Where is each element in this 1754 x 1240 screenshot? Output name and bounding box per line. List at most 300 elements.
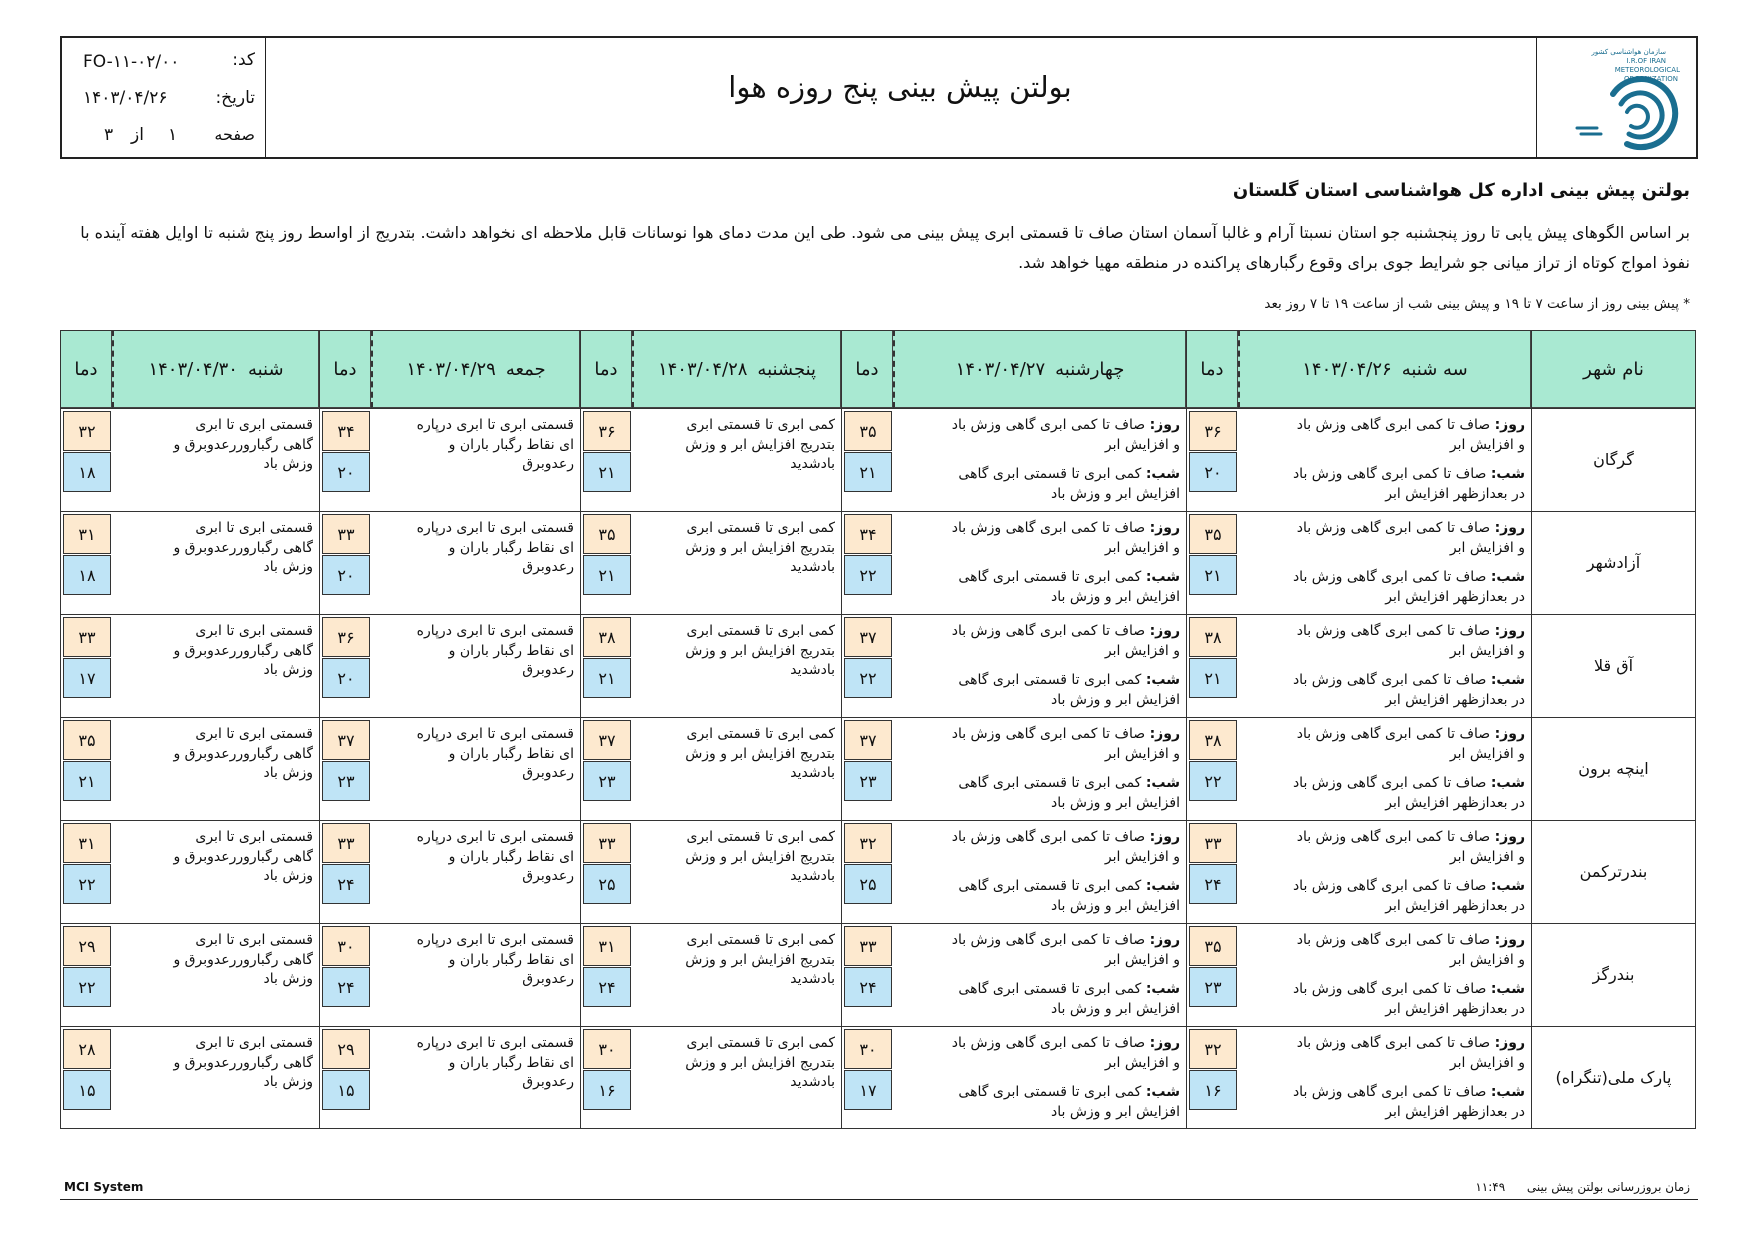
forecast-line: بتدریج افزایش ابر و وزش xyxy=(685,436,835,453)
column-divider xyxy=(580,330,581,1129)
forecast-line: وزش باد xyxy=(263,456,313,472)
max-temperature: ۳۳ xyxy=(63,617,111,657)
min-temperature: ۲۱ xyxy=(1189,555,1237,595)
period-label: شب: xyxy=(1490,775,1525,791)
max-temperature: ۳۷ xyxy=(844,617,892,657)
forecast-text xyxy=(118,725,313,786)
forecast-line: قسمتی ابری تا ابری xyxy=(195,932,313,948)
forecast-line: در بعدازظهر افزایش ابر xyxy=(1385,794,1525,811)
period-label: روز: xyxy=(1149,623,1180,639)
forecast-line: صاف تا کمی ابری گاهی وزش باد xyxy=(951,417,1146,433)
forecast-line: ای نقاط رگبار باران و xyxy=(448,951,574,968)
forecast-line: بتدریج افزایش ابر و وزش xyxy=(685,1054,835,1071)
row-divider xyxy=(60,923,1696,924)
forecast-line: صاف تا کمی ابری گاهی وزش باد xyxy=(1292,1084,1487,1100)
day-forecast xyxy=(899,1034,1180,1075)
forecast-text xyxy=(377,725,574,786)
min-temperature: ۲۴ xyxy=(322,864,370,904)
forecast-line: در بعدازظهر افزایش ابر xyxy=(1385,1103,1525,1120)
forecast-line: رعدوبرق xyxy=(522,1074,574,1090)
min-temperature: ۲۰ xyxy=(322,452,370,492)
max-temperature: ۳۲ xyxy=(63,411,111,451)
forecast-line: قسمتی ابری تا ابری درپاره xyxy=(416,726,574,742)
forecast-line: گاهی رگباروررعدوبرق و xyxy=(173,745,313,762)
forecast-line: قسمتی ابری تا ابری درپاره xyxy=(416,1035,574,1051)
forecast-line: ای نقاط رگبار باران و xyxy=(448,539,574,556)
forecast-line: وزش باد xyxy=(263,765,313,781)
forecast-line: کمی ابری تا قسمتی ابری xyxy=(686,623,835,639)
period-label: روز: xyxy=(1149,1035,1180,1051)
period-label: روز: xyxy=(1149,726,1180,742)
forecast-text xyxy=(377,1034,574,1095)
max-temperature: ۳۸ xyxy=(1189,617,1237,657)
day-forecast xyxy=(1244,1034,1525,1075)
max-temperature: ۳۰ xyxy=(322,926,370,966)
forecast-line: در بعدازظهر افزایش ابر xyxy=(1385,1000,1525,1017)
forecast-text xyxy=(638,828,835,889)
forecast-line: صاف تا کمی ابری گاهی وزش باد xyxy=(1292,981,1487,997)
min-temperature: ۲۰ xyxy=(1189,452,1237,492)
forecast-line: کمی ابری تا قسمتی ابری گاهی xyxy=(958,775,1142,791)
day-forecast xyxy=(899,828,1180,869)
day-forecast xyxy=(1244,416,1525,457)
forecast-line: افزایش ابر و وزش باد xyxy=(1050,1000,1180,1017)
max-temperature: ۳۰ xyxy=(844,1029,892,1069)
forecast-line: رعدوبرق xyxy=(522,868,574,884)
temperature-header: دما xyxy=(1186,330,1238,408)
period-label: شب: xyxy=(1490,569,1525,585)
night-forecast xyxy=(899,671,1180,712)
city-header: نام شهر xyxy=(1531,330,1696,408)
period-label: شب: xyxy=(1145,466,1180,482)
row-divider xyxy=(60,614,1696,615)
max-temperature: ۳۳ xyxy=(322,514,370,554)
forecast-line: کمی ابری تا قسمتی ابری xyxy=(686,1035,835,1051)
forecast-line: قسمتی ابری تا ابری xyxy=(195,623,313,639)
min-temperature: ۲۱ xyxy=(1189,658,1237,698)
city-name: بندرترکمن xyxy=(1579,862,1648,881)
period-label: شب: xyxy=(1490,672,1525,688)
night-forecast xyxy=(1244,774,1525,815)
forecast-line: افزایش ابر و وزش باد xyxy=(1050,794,1180,811)
night-forecast xyxy=(899,465,1180,506)
forecast-line: صاف تا کمی ابری گاهی وزش باد xyxy=(951,932,1146,948)
forecast-line: قسمتی ابری تا ابری xyxy=(195,726,313,742)
organization-name: سازمان هواشناسی کشور I.R.OF IRAN METEOROLOGICAL ORGANIZATION xyxy=(1591,48,1680,83)
day-date: ۱۴۰۳/۰۴/۲۸ xyxy=(657,358,748,380)
forecast-line: کمی ابری تا قسمتی ابری گاهی xyxy=(958,878,1142,894)
forecast-line: کمی ابری تا قسمتی ابری گاهی xyxy=(958,981,1142,997)
forecast-line: کمی ابری تا قسمتی ابری xyxy=(686,520,835,536)
day-name: شنبه xyxy=(247,358,284,380)
forecast-text xyxy=(118,519,313,580)
max-temperature: ۳۵ xyxy=(1189,926,1237,966)
column-divider xyxy=(1186,330,1187,1129)
city-name: آق قلا xyxy=(1593,656,1634,675)
min-temperature: ۱۷ xyxy=(844,1070,892,1110)
period-label: روز: xyxy=(1149,520,1180,536)
forecast-line: وزش باد xyxy=(263,868,313,884)
day-name: جمعه xyxy=(505,358,546,380)
forecast-line: بادشدید xyxy=(790,559,835,575)
period-label: شب: xyxy=(1145,981,1180,997)
forecast-line: ای نقاط رگبار باران و xyxy=(448,642,574,659)
date-label: تاریخ: xyxy=(215,88,255,108)
city-name: گرگان xyxy=(1593,450,1634,469)
period-label: شب: xyxy=(1145,1084,1180,1100)
day-forecast xyxy=(1244,725,1525,766)
forecast-line: گاهی رگباروررعدوبرق و xyxy=(173,951,313,968)
max-temperature: ۳۰ xyxy=(583,1029,631,1069)
forecast-line: کمی ابری تا قسمتی ابری گاهی xyxy=(958,672,1142,688)
min-temperature: ۲۵ xyxy=(583,864,631,904)
forecast-text xyxy=(638,416,835,477)
forecast-line: و افزایش ابر xyxy=(1104,848,1180,865)
forecast-line: بادشدید xyxy=(790,456,835,472)
period-label: روز: xyxy=(1494,726,1525,742)
forecast-line: گاهی رگباروررعدوبرق و xyxy=(173,1054,313,1071)
max-temperature: ۳۷ xyxy=(583,720,631,760)
date-value: ۱۴۰۳/۰۴/۲۶ xyxy=(83,88,168,108)
forecast-table xyxy=(60,330,1696,1130)
day-forecast xyxy=(899,931,1180,972)
min-temperature: ۱۶ xyxy=(1189,1070,1237,1110)
min-temperature: ۲۰ xyxy=(322,658,370,698)
period-label: روز: xyxy=(1494,829,1525,845)
period-label: شب: xyxy=(1145,775,1180,791)
temperature-header: دما xyxy=(841,330,893,408)
period-label: روز: xyxy=(1494,623,1525,639)
forecast-line: و افزایش ابر xyxy=(1449,951,1525,968)
night-forecast xyxy=(899,568,1180,609)
day-date: ۱۴۰۳/۰۴/۳۰ xyxy=(148,358,238,380)
max-temperature: ۳۱ xyxy=(63,514,111,554)
max-temperature: ۲۸ xyxy=(63,1029,111,1069)
temperature-header: دما xyxy=(580,330,632,408)
forecast-line: قسمتی ابری تا ابری xyxy=(195,1035,313,1051)
forecast-line: رعدوبرق xyxy=(522,559,574,575)
period-label: روز: xyxy=(1149,417,1180,433)
max-temperature: ۳۵ xyxy=(844,411,892,451)
temperature-header: دما xyxy=(319,330,371,408)
forecast-line: صاف تا کمی ابری گاهی وزش باد xyxy=(951,726,1146,742)
forecast-line: بتدریج افزایش ابر و وزش xyxy=(685,951,835,968)
period-label: شب: xyxy=(1145,569,1180,585)
forecast-text xyxy=(118,931,313,992)
forecast-line: و افزایش ابر xyxy=(1449,436,1525,453)
forecast-line: و افزایش ابر xyxy=(1449,745,1525,762)
night-forecast xyxy=(899,877,1180,918)
night-forecast xyxy=(1244,877,1525,918)
max-temperature: ۳۳ xyxy=(844,926,892,966)
day-name: چهارشنبه xyxy=(1055,358,1125,380)
forecast-line: بادشدید xyxy=(790,1074,835,1090)
min-temperature: ۲۳ xyxy=(322,761,370,801)
min-temperature: ۲۱ xyxy=(583,555,631,595)
max-temperature: ۳۱ xyxy=(583,926,631,966)
city-name: بندرگز xyxy=(1592,965,1635,984)
city-name: اینچه برون xyxy=(1578,759,1649,778)
forecast-line: وزش باد xyxy=(263,559,313,575)
forecast-line: در بعدازظهر افزایش ابر xyxy=(1385,691,1525,708)
forecast-line: قسمتی ابری تا ابری درپاره xyxy=(416,417,574,433)
forecast-line: بادشدید xyxy=(790,662,835,678)
max-temperature: ۳۱ xyxy=(63,823,111,863)
day-forecast xyxy=(1244,931,1525,972)
forecast-line: بادشدید xyxy=(790,971,835,987)
forecast-line: کمی ابری تا قسمتی ابری xyxy=(686,829,835,845)
city-name: پارک ملی(تنگراه) xyxy=(1555,1068,1672,1087)
min-temperature: ۱۵ xyxy=(63,1070,111,1110)
page-of: از xyxy=(131,125,144,145)
forecast-line: صاف تا کمی ابری گاهی وزش باد xyxy=(1296,623,1491,639)
min-temperature: ۲۱ xyxy=(583,452,631,492)
day-forecast xyxy=(1244,622,1525,663)
forecast-line: افزایش ابر و وزش باد xyxy=(1050,485,1180,502)
day-forecast xyxy=(899,622,1180,663)
max-temperature: ۲۹ xyxy=(63,926,111,966)
forecast-text xyxy=(638,622,835,683)
day-forecast xyxy=(899,725,1180,766)
forecast-line: رعدوبرق xyxy=(522,971,574,987)
day-date: ۱۴۰۳/۰۴/۲۷ xyxy=(955,358,1046,380)
forecast-line: افزایش ابر و وزش باد xyxy=(1050,1103,1180,1120)
forecast-line: افزایش ابر و وزش باد xyxy=(1050,897,1180,914)
forecast-text xyxy=(638,931,835,992)
forecast-line: بادشدید xyxy=(790,765,835,781)
min-temperature: ۲۴ xyxy=(844,967,892,1007)
page-title: بولتن پیش بینی پنج روزه هوا xyxy=(728,70,1072,104)
max-temperature: ۳۲ xyxy=(844,823,892,863)
forecast-line: در بعدازظهر افزایش ابر xyxy=(1385,485,1525,502)
max-temperature: ۳۳ xyxy=(583,823,631,863)
day-forecast xyxy=(1244,519,1525,560)
max-temperature: ۳۸ xyxy=(1189,720,1237,760)
forecast-line: ای نقاط رگبار باران و xyxy=(448,848,574,865)
max-temperature: ۳۴ xyxy=(844,514,892,554)
forecast-line: صاف تا کمی ابری گاهی وزش باد xyxy=(1292,466,1487,482)
period-label: شب: xyxy=(1490,981,1525,997)
city-name: آزادشهر xyxy=(1586,553,1641,572)
forecast-line: افزایش ابر و وزش باد xyxy=(1050,588,1180,605)
forecast-line: قسمتی ابری تا ابری xyxy=(195,417,313,433)
forecast-line: در بعدازظهر افزایش ابر xyxy=(1385,588,1525,605)
forecast-line: گاهی رگباروررعدوبرق و xyxy=(173,642,313,659)
forecast-line: کمی ابری تا قسمتی ابری xyxy=(686,417,835,433)
forecast-line: قسمتی ابری تا ابری xyxy=(195,520,313,536)
row-divider xyxy=(60,717,1696,718)
period-label: روز: xyxy=(1494,417,1525,433)
forecast-line: گاهی رگباروررعدوبرق و xyxy=(173,539,313,556)
min-temperature: ۲۴ xyxy=(1189,864,1237,904)
forecast-line: ای نقاط رگبار باران و xyxy=(448,745,574,762)
forecast-line: کمی ابری تا قسمتی ابری xyxy=(686,726,835,742)
forecast-line: قسمتی ابری تا ابری درپاره xyxy=(416,520,574,536)
forecast-line: صاف تا کمی ابری گاهی وزش باد xyxy=(951,520,1146,536)
column-divider xyxy=(60,330,61,1129)
page-label: صفحه xyxy=(214,125,255,144)
min-temperature: ۲۲ xyxy=(63,967,111,1007)
forecast-line: بتدریج افزایش ابر و وزش xyxy=(685,745,835,762)
forecast-line: صاف تا کمی ابری گاهی وزش باد xyxy=(951,829,1146,845)
forecast-text xyxy=(638,519,835,580)
min-temperature: ۱۶ xyxy=(583,1070,631,1110)
night-forecast xyxy=(1244,465,1525,506)
forecast-line: افزایش ابر و وزش باد xyxy=(1050,691,1180,708)
row-divider xyxy=(60,408,1696,409)
min-temperature: ۲۲ xyxy=(844,555,892,595)
row-divider xyxy=(60,820,1696,821)
max-temperature: ۳۵ xyxy=(1189,514,1237,554)
forecast-line: و افزایش ابر xyxy=(1104,539,1180,556)
min-temperature: ۱۸ xyxy=(63,452,111,492)
max-temperature: ۲۹ xyxy=(322,1029,370,1069)
min-temperature: ۲۰ xyxy=(322,555,370,595)
min-temperature: ۲۳ xyxy=(844,761,892,801)
forecast-description: بر اساس الگوهای پیش یابی تا روز پنجشنبه جو استان نسبتا آرام و غالبا آسمان استان صاف تا قسمتی ابری پیش بینی می شود. طی این مدت دمای هوا نوسانات قابل ملاحظه ای نخواهد داشت. بتدریج از اواسط روز پنج شنبه تا اوایل هفته آینده با نفوذ امواج کوتاه از تراز میانی جو شرایط جوی برای وقوع رگبارهای پراکنده در منطقه مهیا خواهد شد. xyxy=(80,223,1690,272)
min-temperature: ۲۴ xyxy=(322,967,370,1007)
night-forecast xyxy=(1244,568,1525,609)
night-forecast xyxy=(899,774,1180,815)
forecast-time-note: * پیش بینی روز از ساعت ۷ تا ۱۹ و پیش بینی شب از ساعت ۱۹ تا ۷ روز بعد xyxy=(1264,296,1690,312)
max-temperature: ۳۶ xyxy=(322,617,370,657)
max-temperature: ۳۴ xyxy=(322,411,370,451)
forecast-line: صاف تا کمی ابری گاهی وزش باد xyxy=(951,1035,1146,1051)
max-temperature: ۳۲ xyxy=(1189,1029,1237,1069)
period-label: روز: xyxy=(1494,932,1525,948)
code-label: کد: xyxy=(232,50,255,70)
forecast-line: کمی ابری تا قسمتی ابری گاهی xyxy=(958,569,1142,585)
forecast-line: صاف تا کمی ابری گاهی وزش باد xyxy=(1296,520,1491,536)
max-temperature: ۳۶ xyxy=(1189,411,1237,451)
day-name: سه شنبه xyxy=(1401,358,1468,380)
forecast-line: بتدریج افزایش ابر و وزش xyxy=(685,848,835,865)
page-number: ۱ xyxy=(168,125,178,145)
update-label: زمان بروزرسانی بولتن پیش بینی xyxy=(1526,1180,1690,1194)
day-date: ۱۴۰۳/۰۴/۲۹ xyxy=(406,358,496,380)
forecast-line: بتدریج افزایش ابر و وزش xyxy=(685,642,835,659)
period-label: روز: xyxy=(1494,520,1525,536)
min-temperature: ۲۲ xyxy=(63,864,111,904)
forecast-line: رعدوبرق xyxy=(522,662,574,678)
period-label: روز: xyxy=(1149,829,1180,845)
forecast-line: گاهی رگباروررعدوبرق و xyxy=(173,848,313,865)
period-label: شب: xyxy=(1490,1084,1525,1100)
footer-divider xyxy=(60,1199,1698,1200)
day-forecast xyxy=(1244,828,1525,869)
code-value: FO-۱۱-۰۲/۰۰ xyxy=(83,52,180,72)
period-label: روز: xyxy=(1149,932,1180,948)
max-temperature: ۳۷ xyxy=(322,720,370,760)
period-label: شب: xyxy=(1145,878,1180,894)
min-temperature: ۱۷ xyxy=(63,658,111,698)
row-divider xyxy=(60,511,1696,512)
row-divider xyxy=(60,1026,1696,1027)
update-time xyxy=(1475,1180,1690,1194)
system-name: MCI System xyxy=(64,1180,144,1194)
forecast-line: و افزایش ابر xyxy=(1104,436,1180,453)
period-label: شب: xyxy=(1490,466,1525,482)
forecast-line: و افزایش ابر xyxy=(1104,642,1180,659)
min-temperature: ۲۱ xyxy=(844,452,892,492)
forecast-line: وزش باد xyxy=(263,662,313,678)
forecast-line: کمی ابری تا قسمتی ابری گاهی xyxy=(958,466,1142,482)
day-forecast xyxy=(899,416,1180,457)
forecast-text xyxy=(118,416,313,477)
column-divider xyxy=(841,330,842,1129)
forecast-line: صاف تا کمی ابری گاهی وزش باد xyxy=(1292,569,1487,585)
max-temperature: ۳۵ xyxy=(583,514,631,554)
forecast-text xyxy=(638,1034,835,1095)
forecast-line: قسمتی ابری تا ابری xyxy=(195,829,313,845)
forecast-line: صاف تا کمی ابری گاهی وزش باد xyxy=(1292,672,1487,688)
forecast-line: صاف تا کمی ابری گاهی وزش باد xyxy=(1296,932,1491,948)
min-temperature: ۲۴ xyxy=(583,967,631,1007)
forecast-line: بتدریج افزایش ابر و وزش xyxy=(685,539,835,556)
forecast-line: و افزایش ابر xyxy=(1104,745,1180,762)
period-label: شب: xyxy=(1490,878,1525,894)
forecast-line: وزش باد xyxy=(263,971,313,987)
period-label: روز: xyxy=(1494,1035,1525,1051)
forecast-text xyxy=(118,622,313,683)
forecast-line: قسمتی ابری تا ابری درپاره xyxy=(416,932,574,948)
forecast-text xyxy=(377,828,574,889)
forecast-line: کمی ابری تا قسمتی ابری گاهی xyxy=(958,1084,1142,1100)
night-forecast xyxy=(899,980,1180,1021)
forecast-line: ای نقاط رگبار باران و xyxy=(448,1054,574,1071)
min-temperature: ۲۳ xyxy=(583,761,631,801)
forecast-line: صاف تا کمی ابری گاهی وزش باد xyxy=(1296,829,1491,845)
forecast-line: بادشدید xyxy=(790,868,835,884)
forecast-line: رعدوبرق xyxy=(522,456,574,472)
forecast-line: صاف تا کمی ابری گاهی وزش باد xyxy=(1292,878,1487,894)
min-temperature: ۱۵ xyxy=(322,1070,370,1110)
forecast-line: صاف تا کمی ابری گاهی وزش باد xyxy=(1296,417,1491,433)
night-forecast xyxy=(1244,980,1525,1021)
max-temperature: ۳۳ xyxy=(1189,823,1237,863)
max-temperature: ۳۷ xyxy=(844,720,892,760)
forecast-text xyxy=(638,725,835,786)
forecast-text xyxy=(377,416,574,477)
page-total: ۳ xyxy=(104,125,114,145)
min-temperature: ۲۵ xyxy=(844,864,892,904)
day-date: ۱۴۰۳/۰۴/۲۶ xyxy=(1302,358,1392,380)
forecast-text xyxy=(377,519,574,580)
night-forecast xyxy=(899,1083,1180,1124)
forecast-text xyxy=(118,828,313,889)
min-temperature: ۲۱ xyxy=(63,761,111,801)
forecast-line: صاف تا کمی ابری گاهی وزش باد xyxy=(1296,1035,1491,1051)
forecast-text xyxy=(377,622,574,683)
forecast-line: ای نقاط رگبار باران و xyxy=(448,436,574,453)
forecast-line: و افزایش ابر xyxy=(1449,539,1525,556)
night-forecast xyxy=(1244,671,1525,712)
forecast-line: در بعدازظهر افزایش ابر xyxy=(1385,897,1525,914)
forecast-text xyxy=(377,931,574,992)
forecast-line: قسمتی ابری تا ابری درپاره xyxy=(416,623,574,639)
forecast-line: صاف تا کمی ابری گاهی وزش باد xyxy=(951,623,1146,639)
min-temperature: ۲۳ xyxy=(1189,967,1237,1007)
forecast-line: رعدوبرق xyxy=(522,765,574,781)
forecast-line: گاهی رگباروررعدوبرق و xyxy=(173,436,313,453)
day-name: پنجشنبه xyxy=(757,358,817,380)
day-forecast xyxy=(899,519,1180,560)
min-temperature: ۲۲ xyxy=(1189,761,1237,801)
forecast-line: و افزایش ابر xyxy=(1104,1054,1180,1071)
min-temperature: ۲۲ xyxy=(844,658,892,698)
forecast-line: و افزایش ابر xyxy=(1449,848,1525,865)
forecast-line: قسمتی ابری تا ابری درپاره xyxy=(416,829,574,845)
